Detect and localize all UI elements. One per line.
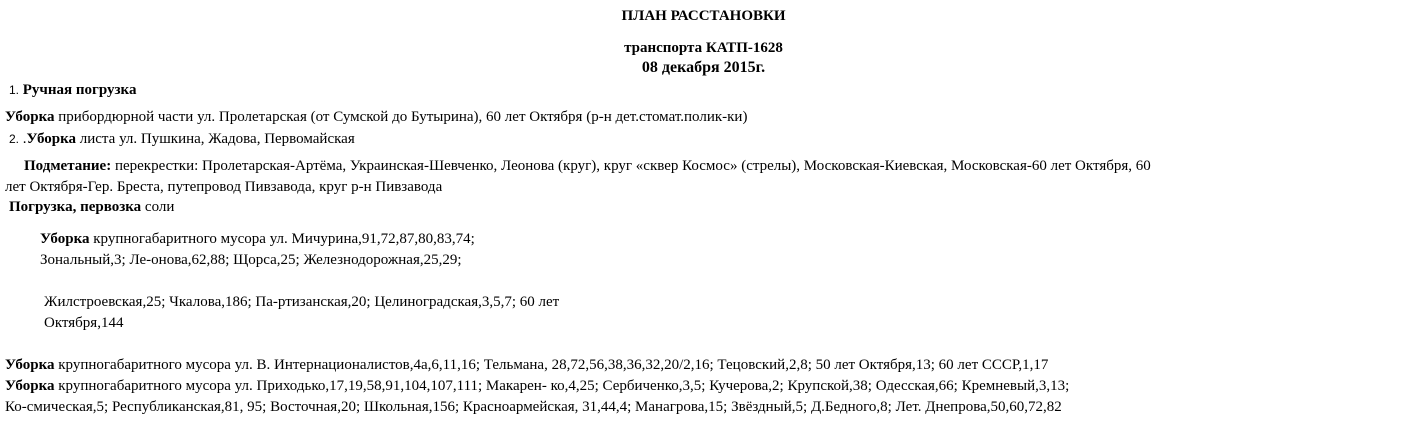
bulk-1-line-2: Зональный,3; Ле-онова,62,88; Щорса,25; Железнодорожная,25,29; [40,252,462,268]
section-2-prefix: . [19,131,27,147]
sweep-line-1 [24,157,1151,175]
section-2-number: 2. [9,132,20,146]
sweep-bold-label: Подметание: [24,158,112,174]
bulk-1-cont-line-2: Октября,144 [44,315,124,331]
sweep-line-2: лет Октября-Гер. Бреста, путепровод Пивзавода, круг р-н Пивзавода [5,179,443,195]
bulk-2-bold-label: Уборка [5,357,55,373]
document-date: 08 декабря 2015г. [641,59,766,76]
section-1-bold-label: Уборка [5,109,55,125]
document-title: ПЛАН РАССТАНОВКИ [621,8,786,24]
bulk-1-line-1 [40,230,475,248]
bulk-3-line-2: Ко-смическая,5; Республиканская,81, 95; Восточная,20; Школьная,156; Красноармейская, 31,44,4; Манагрова,15; Звёздный,5; Д.Бедного,8; Лет. Днепрова,50,60,72,82 [5,399,1062,415]
bulk-1-text-1: крупногабаритного мусора ул. Мичурина,91,72,87,80,83,74; [89,231,475,247]
section-1-number: 1. [9,83,20,97]
bulk-3-line-1 [5,377,1069,395]
section-1-heading-line [9,81,136,99]
section-2-text: листа ул. Пушкина, Жадова, Первомайская [76,131,355,147]
bulk-3-bold-label: Уборка [5,378,55,394]
bulk-2-line [5,356,1048,374]
bulk-1-cont-line-1: Жилстроевская,25; Чкалова,186; Па-ртизанская,20; Целиноградская,3,5,7; 60 лет [44,294,560,310]
section-2-line [9,130,355,148]
salt-bold-label: Погрузка, первозка [9,199,142,215]
sweep-text-1: перекрестки: Пролетарская-Артёма, Украинская-Шевченко, Леонова (круг), круг «сквер Космос» (стрелы), Московская-Киевская, Московская-60 лет Октября, 60 [111,158,1151,174]
section-1-heading: Ручная погрузка [22,82,137,98]
bulk-3-text-1: крупногабаритного мусора ул. Приходько,17,19,58,91,104,107,111; Макарен- ко,4,25; Сербиченко,3,5; Кучерова,2; Крупской,38; Одесская,66; Кремневый,3,13; [54,378,1070,394]
section-1-body [5,108,747,126]
bulk-2-text: крупногабаритного мусора ул. В. Интернационалистов,4а,6,11,16; Тельмана, 28,72,56,38,36,32,20/2,16; Тецовский,2,8; 50 лет Октября,13; 60 лет СССР,1,17 [54,357,1049,373]
document-subtitle: транспорта КАТП-1628 [624,40,783,56]
section-2-bold-label: Уборка [26,131,77,147]
section-1-text: прибордюрной части ул. Пролетарская (от Сумской до Бутырина), 60 лет Октября (р-н дет.стомат.полик-ки) [54,109,748,125]
bulk-1-bold-label: Уборка [40,231,90,247]
salt-text: соли [141,199,175,215]
salt-line [9,198,174,216]
